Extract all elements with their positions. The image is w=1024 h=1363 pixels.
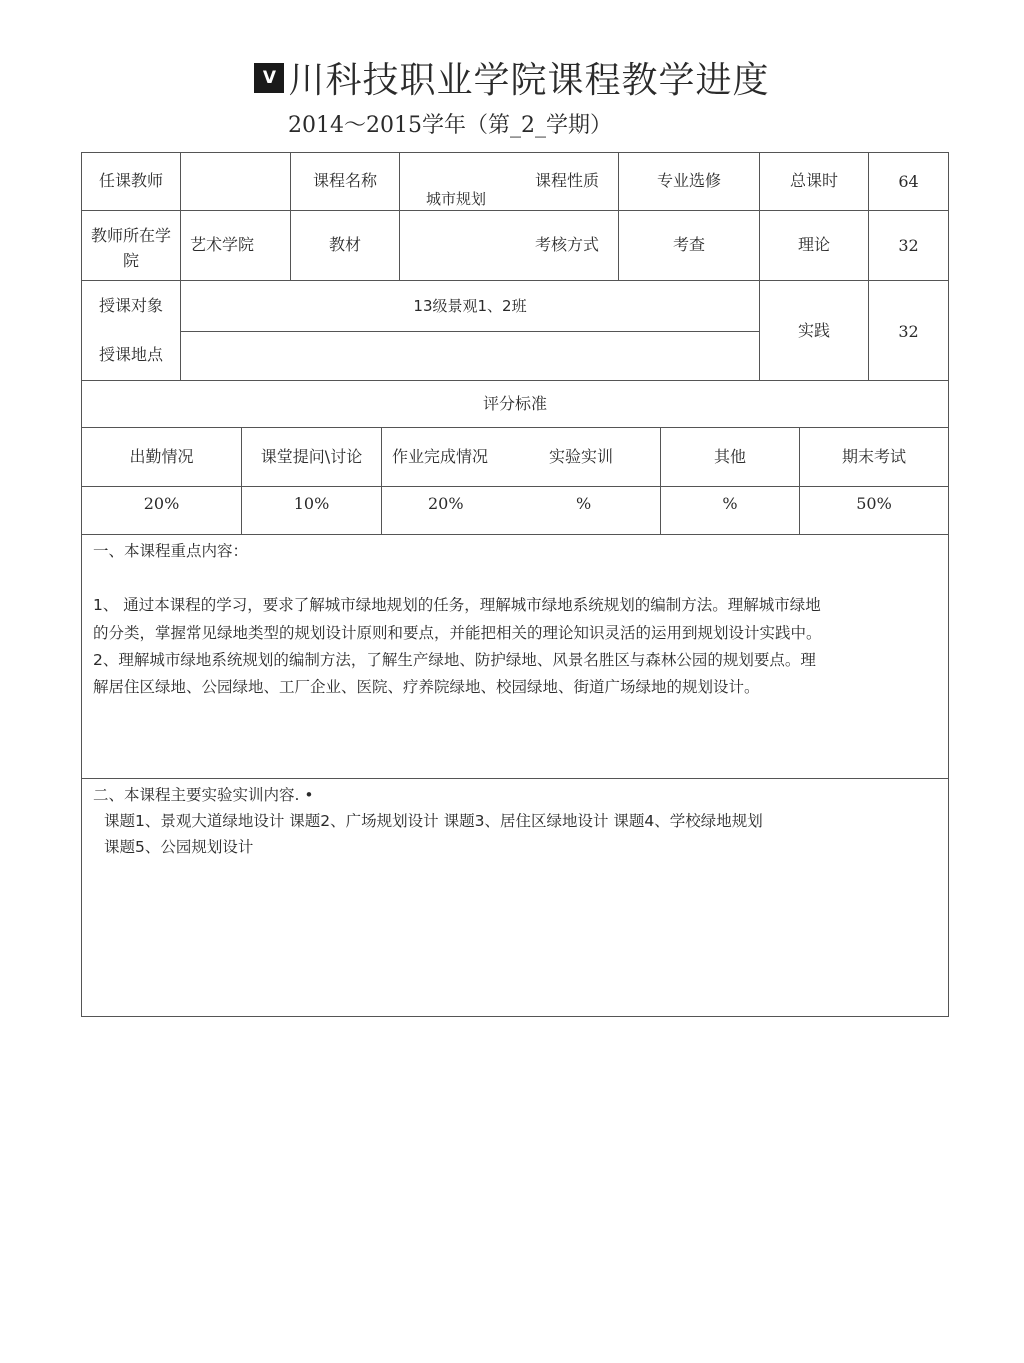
location-label: 授课地点	[98, 345, 163, 364]
grading-value-other: %	[722, 494, 738, 513]
target-value: 13级景观1、2班	[413, 297, 527, 315]
assessment-label: 考核方式	[535, 235, 600, 254]
teacher-label: 任课教师	[98, 171, 163, 190]
grading-header-final: 期末考试	[841, 447, 906, 466]
practice-hours-value: 32	[898, 322, 919, 341]
section1-line: 2、理解城市绿地系统规划的编制方法，了解生产绿地、防护绿地、风景名胜区与森林公园的规划要点。理	[93, 651, 816, 669]
total-hours-label: 总课时	[789, 171, 838, 190]
course-nature-label: 课程性质	[535, 171, 600, 190]
section1-line: 解居住区绿地、公园绿地、工厂企业、医院、疗养院绿地、校园绿地、街道广场绿地的规划设计。	[93, 678, 760, 696]
grading-value-homework: 20%	[428, 494, 464, 513]
grading-value-attendance: 20%	[143, 494, 180, 513]
section1-line: 1、 通过本课程的学习，要求了解城市绿地规划的任务，理解城市绿地系统规划的编制方法。理解城市绿地	[93, 596, 821, 614]
grading-value-discussion: 10%	[293, 494, 330, 513]
section2-line: 课题5、公园规划设计	[104, 838, 254, 856]
grading-header-discussion: 课堂提问\讨论	[260, 447, 363, 466]
course-name-value: 城市规划	[426, 190, 487, 208]
section1-heading: 一、本课程重点内容：	[93, 542, 249, 560]
grading-title: 评分标准	[482, 394, 547, 413]
college-label: 教师所在学院	[90, 226, 171, 270]
page-title: 川科技职业学院课程教学进度	[288, 60, 770, 101]
target-label: 授课对象	[98, 296, 163, 315]
schedule-table	[81, 152, 949, 1017]
grading-header-homework: 作业完成情况	[392, 447, 489, 466]
grading-header-other: 其他	[713, 447, 746, 466]
section2-heading: 二、本课程主要实验实训内容. •	[93, 786, 314, 804]
assessment-value: 考查	[672, 235, 705, 254]
theory-hours-value: 32	[898, 236, 919, 255]
section1-line: 的分类，掌握常见绿地类型的规划设计原则和要点，并能把相关的理论知识灵活的运用到规划设计实践中。	[93, 624, 822, 642]
college-value: 艺术学院	[190, 235, 255, 254]
practice-label: 实践	[797, 321, 830, 340]
semester-subtitle: 2014～2015学年（第_2_学期）	[288, 113, 612, 138]
document-title	[0, 52, 1024, 103]
grading-header-attendance: 出勤情况	[129, 447, 194, 466]
theory-label: 理论	[797, 235, 830, 254]
course-name-label: 课程名称	[312, 171, 377, 190]
school-logo-icon: V	[254, 63, 284, 93]
textbook-label: 教材	[328, 235, 361, 254]
section2-line: 课题1、景观大道绿地设计 课题2、广场规划设计 课题3、居住区绿地设计 课题4、学校绿地规划	[104, 812, 763, 830]
grading-value-lab: %	[576, 494, 592, 513]
total-hours-value: 64	[898, 172, 919, 191]
grading-value-final: 50%	[856, 494, 892, 513]
course-nature-value: 专业选修	[656, 171, 721, 190]
grading-header-lab: 实验实训	[549, 447, 614, 466]
